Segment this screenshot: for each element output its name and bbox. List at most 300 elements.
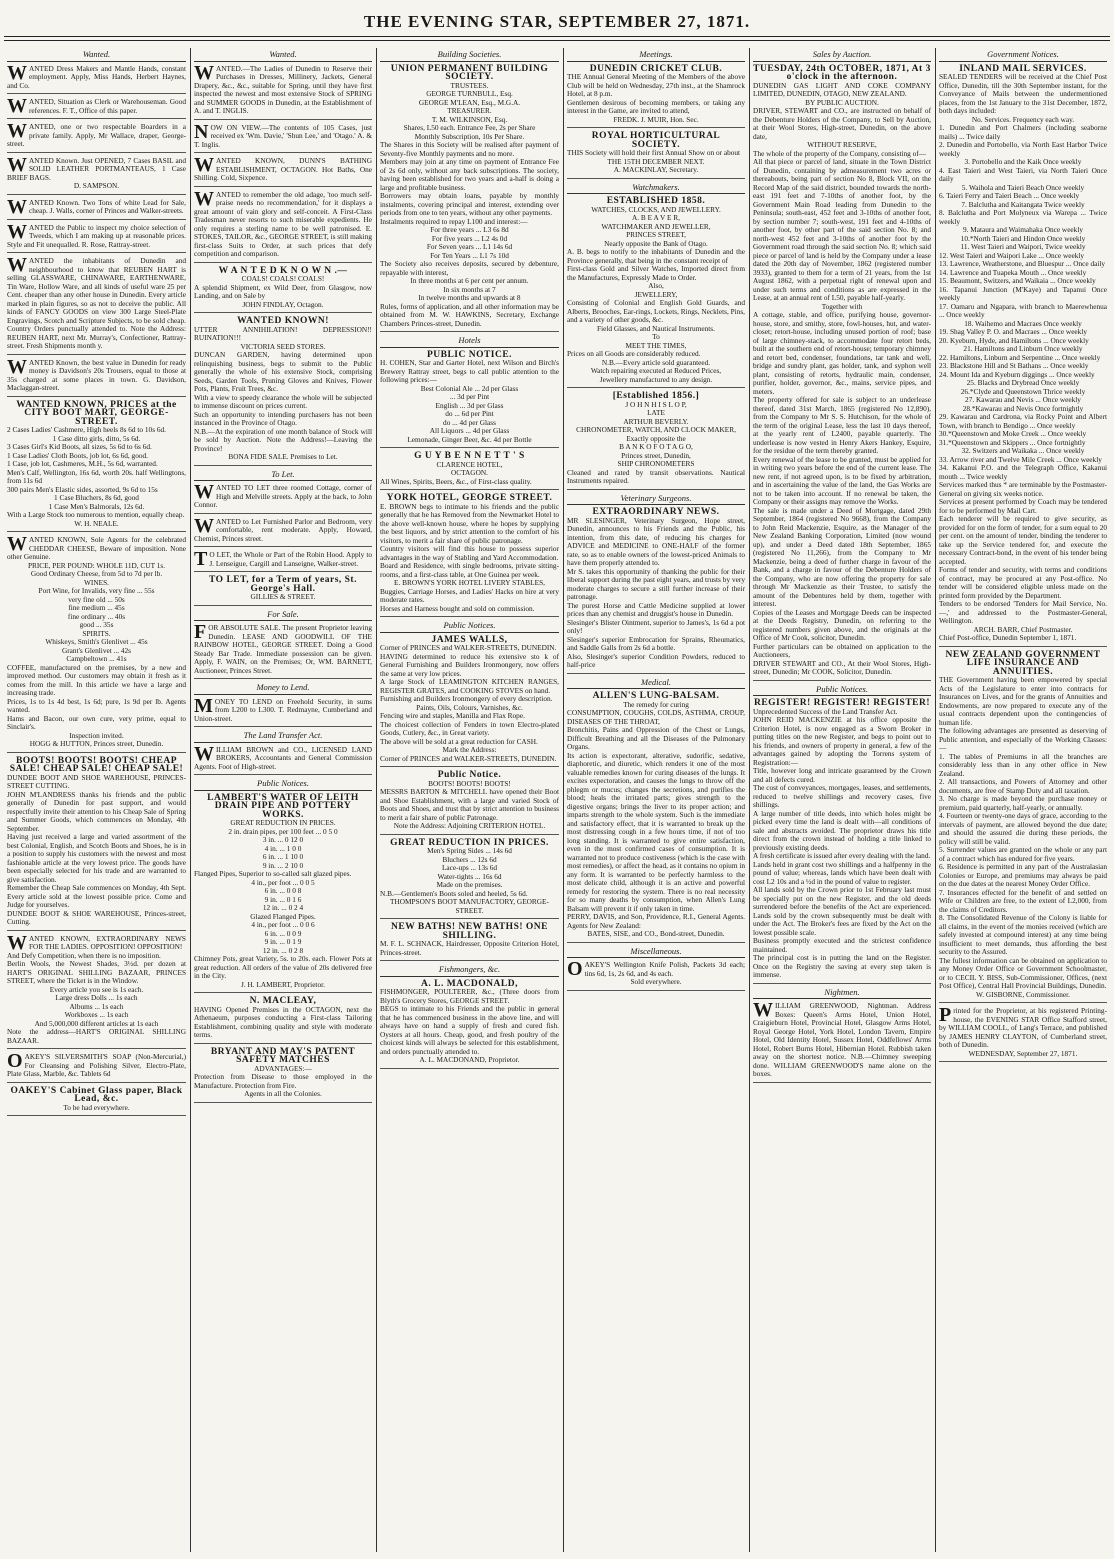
section-header: Wanted. xyxy=(7,50,186,62)
ad-text: 10.*North Taieri and Hindon Once weekly xyxy=(960,233,1086,243)
advertisement xyxy=(194,576,372,606)
advertisement xyxy=(567,692,745,943)
ad-text: With a view to speedy clearance the whole will be subjected to immense discount on prices current. xyxy=(194,392,372,410)
ad-text: Members may join at any time on payment of Entrance Fee of 2s 6d only, without any back subscriptions. The society, having been established for two years and a-half is doing a large and profitable business. xyxy=(380,157,559,192)
ad-text: Made on the premises. xyxy=(436,880,503,889)
advertisement xyxy=(380,65,559,333)
ad-heading: WILLIAM BROWN and CO., LICENSED LAND BROKERS, Accountants and General Commission Agents. Foot of High-street. xyxy=(194,742,372,771)
ad-text: Fencing wire and staples, Manilla and Flax Rope. xyxy=(380,711,525,720)
advertisement xyxy=(194,317,372,466)
advertisement xyxy=(194,514,372,548)
ad-text: Lemonade, Ginger Beer, &c. 4d per Bottle xyxy=(407,434,532,444)
ad-heading: ESTABLISHED 1858. xyxy=(606,196,706,206)
ad-text: Large dress Dolls ... 1s each xyxy=(55,993,138,1002)
ad-text: D. SAMPSON. xyxy=(73,181,120,190)
ad-heading: OAKEY'S SILVERSMITH'S SOAP (Non-Mercurial,) For Cleansing and Polishing Silver, Electro-Plate, Plate Glass, Marble, &c. Tablets 6d xyxy=(7,1050,186,1078)
advertisement xyxy=(194,61,372,120)
ad-text: Each tenderer will be required to give security, as provided for on the form of tender, for a sum equal to 20 per cent. on the amount of tender, binding the tenderer to take up the Service tendered for, and execute the necessary Contract-bond, in the event of his tender being accepted. xyxy=(939,514,1107,566)
ad-heading: OAKEY'S Wellington Knife Polish, Packets 3d each; tins 6d, 1s, 2s 6d, and 4s each. xyxy=(567,958,745,980)
section-header: Public Notices. xyxy=(753,685,931,697)
ad-heading: WANTED the Public to inspect my choice selection of Tweeds, which I am making up at reasonable prices. Style and Fit unequalled. R. Rose, Rattray-street. xyxy=(7,220,186,249)
ad-text: TRUSTEES. xyxy=(450,80,489,90)
section-header: Miscellaneous. xyxy=(567,947,745,959)
ad-heading: EXTRAORDINARY NEWS. xyxy=(592,507,720,517)
ad-text: J O H N H I S L O P, xyxy=(625,399,687,409)
section-header: Nightmen. xyxy=(753,988,931,1000)
ad-heading: A. L. MACDONALD, xyxy=(421,978,518,989)
ad-text: Such an opportunity to intending purchasers has not been instanced in the Province of Otago. xyxy=(194,409,372,427)
ad-text: very fine old ... 50s xyxy=(68,594,125,604)
ad-text: HAVING determined to reduce his extensive sto k of General Furnishing and Builders Ironmongery, now offers the same at very low prices. xyxy=(380,651,559,678)
ad-text: do ... 4d per Glass xyxy=(443,417,496,427)
ad-text: Country visitors will find this house to possess superior advantages in the way of Stabling and Yard Accommodation. xyxy=(380,544,559,562)
ad-text: The property offered for sale is subject to an underlease thereof, dated 31st March, 1865 (registered No 12,890), from the Company to Mr S. S. Hutchison, for the whole of the term of the original Lease, less the last 10 days thereof, at the yearly rent of L2400, payable quarterly. The underlease is now vested in Henry Akers Hankey, Esquire, for the residue of the term thereby granted. xyxy=(753,395,931,455)
ad-text: The Shares in this Society will be realised after payment of Seventy-five Monthly payments and no more. xyxy=(380,140,559,158)
ad-text: E. BROWN'S YORK HOTEL LIVERY STABLES, xyxy=(394,578,545,587)
ad-text: In three months at 6 per cent per annum. xyxy=(410,276,529,285)
advertisement xyxy=(753,699,931,984)
ad-text: 2. All transactions, and Powers of Attorney and other documents, are free of Stamp Duty and all taxation. xyxy=(939,777,1107,795)
ad-text: 13. Lawrence, Weatherstone, and Bluespur ... Once daily xyxy=(939,259,1106,268)
ad-text: Forms of tender and security, with terms and conditions of contract, may be procured at any Post-office. No tender will be considered eligible unless made on the printed form provided by the Department. xyxy=(939,565,1107,600)
ad-text: Unprecedented Success of the Land Transfer Act. xyxy=(753,706,898,716)
ad-text: All that piece or parcel of land, situate in the Town District of Dunedin, containing by admeasurement two acres or thereabouts, being part of section No 8, Block VII, on the Record Map of the said district, bounded towards the north-east 191 feet and 7-10ths of another foot, by the Government Main Road leading from Dunedin to the Peninsula; south-east, 452 feet and 3-10ths of another foot, by section number 7; south-west, 191 feet and 4-10ths of another foot, by other part of the said section No. 8; and north-west 452 feet and 3-10ths of another foot by the Government road through the said section No. 8; which said piece or parcel of land is held by the Company under a lease dated the 20th day of November, 1862 (registered number 3933), granted to them for a term of 21 years, from the 1st August 1862, with a perpetual right of renewal upon and under such terms and conditions as are expressed in the Lease, at an annual rent of L50, payable half-yearly. xyxy=(753,157,931,302)
ad-text: Men's Calf, Wellington, 16s 6d, worth 20s. half Wellingtons, from 11s 6d xyxy=(7,467,186,485)
ad-text: MESSRS BARTON & MITCHELL have opened their Boot and Shoe Establishment, with a large and varied Stock of Boots and Shoes, and trust that by strict attention to business to merit a fair share of public Patronage. xyxy=(380,787,559,822)
ad-text: A splendid Shipment, ex Wild Deer, from Glasgow, now Landing, and on Sale by xyxy=(194,282,372,300)
advertisement xyxy=(194,794,372,994)
ad-text: ADVANTAGES:— xyxy=(254,1063,312,1073)
advertisement xyxy=(194,997,372,1044)
ad-text: WITHOUT RESERVE, xyxy=(807,140,877,149)
ad-text: 9 in. ... 0 1 6 xyxy=(264,894,302,904)
ad-text: 2 in. drain pipes, per 100 feet ... 0 5 0 xyxy=(228,826,338,836)
ad-text: FREDK. J. MUIR, Hon. Sec. xyxy=(613,114,699,124)
ad-heading: YORK HOTEL, GEORGE STREET. xyxy=(386,493,553,503)
ad-text: Monthly Subscription, 10s Per Share. xyxy=(414,131,525,141)
ad-text: For five years ... L2 4s 0d xyxy=(431,233,508,243)
ad-text: 3. No charge is made beyond the purchase money or premium, paid quarterly, half-yearly, or annually. xyxy=(939,794,1107,812)
ad-text: A fresh certificate is issued after every dealing with the land. xyxy=(753,851,931,860)
section-header: For Sale. xyxy=(194,610,372,622)
ad-text: WINES. xyxy=(84,577,109,587)
ad-text: 32. Switzers and Waikaka ... Once weekly xyxy=(961,446,1085,455)
masthead-rule-bottom xyxy=(4,40,1110,41)
ad-heading: TO LET, for a Term of years, St. George's Hall. xyxy=(209,575,357,594)
ad-text: BEGS to intimate to his Friends and the public in general that he has commenced business in the above line, and will always have on hand a supply of fresh and cured fish. Oysters at all hours. Cheap, good, and fresh poultry of the choicest kinds will always be selected for this establishment, and orders punctually attended to. xyxy=(380,1004,559,1056)
column-5 xyxy=(750,48,934,1552)
ad-text: Mark the Address: xyxy=(442,745,497,754)
ad-text: Shares, L50 each. Entrance Fee, 2s per Share xyxy=(403,123,536,132)
ad-text: Every article you see is 1s each. xyxy=(49,984,144,994)
ad-text: And Defy Competition, when there is no imposition. xyxy=(7,950,161,960)
ad-text: Field Glasses, and Nautical Instruments. xyxy=(597,323,715,333)
ad-text: 3 in. ... 0 12 0 xyxy=(262,835,304,844)
ad-text: FISHMONGER, POULTERER, &c., (Three doors from Blyth's Grocery Stores, GEORGE STREET. xyxy=(380,987,559,1005)
ad-text: 15. Beaumont, Switzers, and Waikaia ... Once weekly xyxy=(939,276,1096,285)
advertisement xyxy=(194,621,372,679)
ad-text: 1 Case, job lot, Cashmeres, M.H., 5s 6d, warranted. xyxy=(7,459,158,468)
ad-heading: Printed for the Proprietor, at his registered Printing-house, the EVENING STAR Office Stafford street, by WILLIAM COOLL, of Lang's Terrace, and published by JAMES HENRY CLAYTON, of Cumberland street, both of Dunedin. xyxy=(939,1004,1107,1049)
masthead-rule-top xyxy=(4,36,1110,37)
ad-text: DRIVER, STEWART and CO., are instructed on behalf of the Debenture Holders of the Company, to Sell by Auction, at their Wool Stores, High-street, Dunedin, on the above date, xyxy=(753,106,931,141)
ad-text: SPIRITS. xyxy=(82,628,111,638)
section-header: Public Notices. xyxy=(194,779,372,791)
ad-text: JOHN FINDLAY, Octagon. xyxy=(242,299,324,309)
ad-text: T. M. WILKINSON, Esq. xyxy=(431,114,508,124)
ad-heading: WANTED, one or two respectable Boarders in a private family. Apply, Mr Wallace, draper, George-street. xyxy=(7,120,186,148)
ad-text: Chief Post-office, Dunedin September 1, 1871. xyxy=(939,633,1077,642)
ad-text: 2. Dunedin and Portobello, via North East Harbor Twice weekly xyxy=(939,140,1107,158)
ad-heading: WANTED KNOWN! xyxy=(237,316,329,326)
ad-text: BOOTS! BOOTS! BOOTS! xyxy=(428,778,511,788)
ad-text: 3 Cases Girl's Kid Boots, all sizes, 5s 6d to 6s 6d. xyxy=(7,442,152,451)
ad-text: Bluchers ... 12s 6d xyxy=(442,854,497,864)
advertisement xyxy=(194,154,372,187)
advertisement xyxy=(7,533,186,753)
ad-text: Rules, forms of application, and all other information may be obtained from M. W. HAWKINS, Secretary, Exchange Chambers Princes-street, Dunedin. xyxy=(380,301,559,328)
ad-text: 22. Hamiltons, Linburn and Serpentine ... Once weekly xyxy=(939,352,1101,362)
ad-text: Buggies, Carriage Horses, and Ladies' Hacks on hire at very moderate rates. xyxy=(380,586,559,604)
ad-text: The cost of conveyances, mortgages, leases, and settlements, reduced to twelve shillings and recovery cases, five shillings. xyxy=(753,783,931,809)
advertisement xyxy=(7,1050,186,1083)
ad-text: M. F. L. SCHNACK, Hairdresser, Opposite Criterion Hotel, Princes-street. xyxy=(380,939,559,957)
ad-text: GEORGE M'LEAN, Esq., M.G.A. xyxy=(418,97,521,107)
ad-text: fine medium ... 45s xyxy=(68,603,125,612)
ad-text: LATE xyxy=(647,408,665,417)
ad-text: WEDNESDAY, September 27, 1871. xyxy=(968,1048,1078,1058)
advertisement xyxy=(567,65,745,129)
ad-text: Every renewal of the lease to be granted, must be applied for in writing two years before the end of the current lease. The new rent, if not agreed upon, is to be fixed by arbitration, and in ascertaining the value of the land, the Gas Works are not to be taken into account. If no renewal be taken, the Company or their assigns may remove the Works. xyxy=(753,454,931,506)
ad-text: Protection from Disease to those employed in the Manufacture. Protection from Fire. xyxy=(194,1072,372,1090)
ad-text: Lace-ups ... 13s 6d xyxy=(441,863,498,872)
ad-text: All lands sold by the Crown prior to 1st February last must be specially put on the new Register, and the old deeds surrendered before the benefits of the Act are experienced. Lands sold by the crown subsequently must be dealt with under the Act. The Broker's fees are fixed by the Act on the lowest possible scale. xyxy=(753,885,931,937)
ad-text: In twelve months and upwards at 8 xyxy=(418,293,521,302)
ad-text: N.B.—Gentlemen's Boots soled and heeled, 5s 6d. xyxy=(380,888,528,898)
ad-text: DUNCAN GARDEN, having determined upon relinquishing business, begs to submit to the Public generally the whole of his extensive Stock, comprising Seeds, Garden Tools, Pruning Gloves and Knives, Flower Pots, Plants, Fruit Trees, &c. xyxy=(194,350,372,393)
ad-text: Workboxes ... 1s each xyxy=(64,1010,129,1019)
section-header: Veterinary Surgeons. xyxy=(567,494,745,506)
ad-text: The above will be sold at a great reduction for CASH. xyxy=(380,736,538,746)
advertisement xyxy=(7,757,186,931)
ad-heading: WANTED Known. Just OPENED, 7 Cases BASIL and SOLID LEATHER PORTMANTEAUS, 1 Case BRIEF BAGS. xyxy=(7,153,186,182)
ad-text: Its action is expectorant, alterative, sudorific, sedative, diaphoretic, and diuretic, which renders it one of the most valuable remedies known for curing diseases of the lungs. It excites expectoration, and causes the lungs to throw off the phlegm or mucus; changes the secretions, and purifies the blood; heals the irritated parts; gives strength to the digestive organs; brings the liver to its proper action; and imparts strength to the whole system. Such is the immediate and satisfactory effect, that it is warranted to break up the most distressing cough in a few hours time, if not of too long standing. It is warranted to give entire satisfaction, even in the most confirmed cases of consumption. It is warranted not to produce costiveness (which is the case with most remedies), or affect the head, as it contains no opium in any form. It is warranted to be perfectly harmless to the most delicate child, although it is an active and powerful remedy for restoring the system. There is no real necessity for so many deaths by consumption, when Allen's Lung Balsam will prevent it if only taken in time. xyxy=(567,750,745,913)
ad-text: 12. West Taieri and Waipori Lake ... Once weekly xyxy=(939,250,1085,260)
advertisement xyxy=(194,548,372,572)
ad-text: Corner of PRINCES and WALKER-STREETS, DUNEDIN. xyxy=(380,753,557,763)
ad-text: BY PUBLIC AUCTION. xyxy=(805,97,879,107)
ad-text: 16. Tapanui Junction (M'Kaye) and Tapanui Once weekly xyxy=(939,284,1107,302)
ad-heading: WANTED KNOWN, DUNN'S BATHING ESTABLISHMENT, OCTAGON. Hot Baths, One Shilling. Cold, Sixpence. xyxy=(194,154,372,182)
ad-text: MR SLESINGER, Veterinary Surgeon, Hope street, Dunedin, announces to his Friends and the Public, his intention, from this date, of reducing his charges for ADVICE and MEDICINE to ONE-HALF of the former rate, so as to enable owners of the lowest-priced Animals to have them properly attended to. xyxy=(567,515,745,567)
ad-heading: WANTED Known. Two Tons of white Lead for Sale, cheap. J. Walls, corner of Princes and Walker-streets. xyxy=(7,195,186,218)
advertisement xyxy=(7,254,186,355)
ad-text: For Ten Years ... L1 7s 10d xyxy=(430,250,509,260)
ad-text: Men's Spring Sides ... 14s 6d xyxy=(427,846,512,855)
ad-heading: INLAND MAIL SERVICES. xyxy=(959,63,1087,74)
ad-text: WATCHES, CLOCKS, AND JEWELLERY. xyxy=(591,204,721,214)
ad-heading: WANTED KNOWN, Sole Agents for the celebrated CHEDDAR CHEESE, Beware of imposition. None other Genuine. xyxy=(7,533,186,561)
ad-text: Also, xyxy=(648,281,664,290)
advertisement xyxy=(194,1048,372,1103)
ad-text: The fullest information can be obtained on application to any Money Order Office or Government Schoolmaster, or to CECIL Y. BISS, Sub-Commissioner, Offices, (next Post Office), Central Hall Provincial Buildings, Dunedin. xyxy=(939,955,1107,990)
advertisement xyxy=(7,931,186,1050)
ad-text: JOHN M'LANDRESS thanks his friends and the public generally of Dunedin for past support, and would respectfully invite their attention to his Cheap Sale of Spring and Summer Goods, which commences on Monday, 4th September. xyxy=(7,789,186,833)
ad-text: For Seven years ... L1 14s 6d xyxy=(426,242,513,251)
ad-text: Title, however long and intricate guaranteed by the Crown and all defects cured. xyxy=(753,766,931,784)
ad-text: 4 in., per foot ... 0 0 6 xyxy=(251,920,315,929)
ad-text: Albums ... 1s each xyxy=(69,1001,124,1011)
advertisement xyxy=(7,220,186,254)
ad-text: GILLIES & STREET. xyxy=(250,592,316,601)
section-header: Meetings. xyxy=(567,50,745,62)
ad-text: GEORGE TURNBULL, Esq. xyxy=(426,89,513,98)
ad-text: GREAT REDUCTION IN PRICES. xyxy=(230,818,336,827)
ad-heading: WANTED to remember the old adage, 'too much self-praise needs no recommendation,' for it displays a great amount of vain glory and self-conceit. A First-Class Tradesman never resorts to such miserable expedients. He only requires a sterling name to be well patronised. E. STOKES, TAILOR, &c., GEORGE STREET, is still making first-class Suits to Order, at such prices that defy competition and comparison. xyxy=(194,187,372,258)
ad-text: N.B.—At the expiration of one month balance of Stock will be sold by Auction. Note the Address!—Leaving the Province! xyxy=(194,426,372,453)
ad-text: Campbeltown ... 41s xyxy=(66,654,127,663)
section-header: Watchmakers. xyxy=(567,183,745,195)
ad-text: All Liquors ... 4d per Glass xyxy=(429,426,510,435)
ad-text: VICTORIA SEED STORES. xyxy=(240,341,326,351)
section-header: Building Societies. xyxy=(380,50,559,62)
ad-text: A large number of title deeds, into which holes might be picked every time the land is dealt with—all conditions of sale and abstracts avoided. The proprietor draws his title direct from the crown instead of holding a title linked to previously existing deeds. xyxy=(753,808,931,852)
ad-text: 34. Kakanui P.O. and the Telegraph Office, Kakanui mouth ... Twice weekly xyxy=(939,463,1107,481)
ad-text: THOMPSON'S BOOT MANUFACTORY, GEORGE-STREET. xyxy=(390,897,549,915)
ad-heading: ROYAL HORTICULTURAL SOCIETY. xyxy=(591,131,721,150)
advertisement xyxy=(567,958,745,991)
ad-heading: WANTED TO LET three roomed Cottage, corner of High and Melville streets. Apply at the back, to John Connor. xyxy=(194,481,372,509)
ad-text: 12 in. ... 0 2 4 xyxy=(262,903,304,912)
ad-heading: N. MACLEAY, xyxy=(249,996,317,1006)
ad-text: The sale is made under a Deed of Mortgage, dated 29th September, 1864 (registered No 9668), from the Company to John Reid Mackenzie, Esquire, as the Manager of the New Zealand Banking Corporation, Limited (now wound up), and under a Deed dated 18th September, 1865 (registered No 11,266), from the Company to Mr Mackenzie, being a deed of further charge in favour of the Bank, and a charge in favour of the Debenture Holders of the Company, who are now offering the property for sale through Mr Mackenzie as their Trustee, to satisfy the amount of the Debentures held by them, together with interest. xyxy=(753,505,931,608)
ad-text: 1 Case Men's Balmorals, 12s 6d. xyxy=(48,501,145,511)
ad-text: In six months at 7 xyxy=(443,284,496,294)
ad-text: E. BROWN begs to intimate to his friends and the public generally that he has Removed from the Newmarket Hotel to the above well-known house, where he hopes by supplying the best liquors, and by strict attention to the comfort of his visitors, to merit a fair share of public patronage. xyxy=(380,501,559,545)
ad-text: Sold everywhere. xyxy=(630,977,682,986)
ad-text: 28.*Kawarau and Nevis Once fortnightly xyxy=(962,403,1084,413)
ad-text: 21. Hamiltons and Linburn Once weekly xyxy=(963,344,1083,353)
ad-heading: [Established 1856.] xyxy=(612,391,700,401)
ad-text: Nearly opposite the Bank of Otago. xyxy=(604,238,708,248)
advertisement xyxy=(380,494,559,617)
section-header: Wanted. xyxy=(194,50,372,62)
advertisement xyxy=(380,771,559,835)
ad-text: Cleaned and rated by transit observations. Nautical Instruments repaired. xyxy=(567,467,745,485)
masthead: THE EVENING STAR, SEPTEMBER 27, 1871. xyxy=(363,12,751,31)
advertisement xyxy=(380,452,559,490)
ad-heading: NEW ZEALAND GOVERNMENT LIFE INSURANCE AND ANNUITIES. xyxy=(945,649,1101,677)
ad-text: 7. Balclutha and Kaitangata Twice weekly xyxy=(961,199,1085,209)
ad-text: The Society also receives deposits, secured by debenture, repayable with interest, xyxy=(380,259,559,277)
ad-text: 6 in. ... 0 0 8 xyxy=(264,886,302,895)
section-header: Fishmongers, &c. xyxy=(380,965,559,977)
ad-text: 6 in. ... 0 0 9 xyxy=(264,928,302,938)
advertisement xyxy=(7,61,186,95)
ad-text: 26.*Clyde and Queenstown Thrice weekly xyxy=(960,386,1086,396)
ad-text: First-class Gold and Silver Watches, Imported direct from the Manufactures, Expressly Made to Order. xyxy=(567,264,745,282)
ad-text: ... 3d per Pint xyxy=(449,392,490,401)
ad-text: Agents in all the Colonies. xyxy=(244,1089,322,1098)
ad-text: THE Annual General Meeting of the Members of the above Club will be held on Wednesday, 27th inst., at the Shamrock Hotel, at 8 p.m. xyxy=(567,72,745,98)
ad-text: A. MACKINLAY, Secretary. xyxy=(613,165,699,174)
ad-text: Instalments required to repay L100 and interest:— xyxy=(380,216,528,226)
ad-text: 20. Kyeburn, Hyde, and Hamiltons ... Once weekly xyxy=(939,335,1089,345)
ad-text: The remedy for curing xyxy=(623,699,689,709)
ad-text: Prices, 1s to 1s 4d best, 1s 6d; pure, 1s 9d per lb. Agents wanted. xyxy=(7,696,186,714)
ad-text: 300 pairs Men's Elastic sides, assorted, 9s 6d to 15s xyxy=(7,484,158,494)
ad-text: Best Colonial Ale ... 2d per Glass xyxy=(420,383,519,393)
ad-heading: OAKEY'S Cabinet Glass paper, Black Lead, &c. xyxy=(10,1085,183,1104)
ad-text: Corner of PRINCES and WALKER-STREETS, DUNEDIN. xyxy=(380,643,557,652)
ad-text: THE 15TH DECEMBER NEXT. xyxy=(607,156,705,166)
ad-text: Exactly opposite the xyxy=(626,433,686,443)
ad-text: do ... 6d per Pint xyxy=(445,409,494,418)
ad-text: Copies of the Leases and Mortgage Deeds can be inspected at the Deeds Registry, Dunedin, on referring to the registered numbers given above, and the originals at the Office of Mr Cook, solicitor, Dunedin. xyxy=(753,607,931,642)
advertisement xyxy=(380,839,559,920)
advertisement xyxy=(7,120,186,153)
ad-text: MEET THE TIMES, xyxy=(625,340,687,350)
ad-heading: Public Notice. xyxy=(437,770,502,780)
column-3 xyxy=(377,48,562,1552)
ad-text: A. L. MACDONAND, Proprietor. xyxy=(419,1055,520,1064)
ad-text: DUNEDIN GAS LIGHT AND COKE COMPANY LIMITED, DUNEDIN, OTAGO, NEW ZEALAND. xyxy=(753,80,931,98)
section-header: Medical. xyxy=(567,678,745,690)
column-6 xyxy=(936,48,1110,1552)
ad-text: 31.*Queenstown and Skippers ... Once fortnightly xyxy=(939,437,1086,447)
ad-text: Horses and Harness bought and sold on commission. xyxy=(380,603,535,613)
ad-text: HAVING Opened Premises in the OCTAGON, next the Athenaeum, purposes conducting a First-class Tailoring Establishment, combining quality and style with moderate terms. xyxy=(194,1004,372,1039)
ad-text: Slesinger's superior Embrocation for Sprains, Rheumatics, and Saddle Galls from 2s 6d a bottle. xyxy=(567,634,745,652)
ad-text: To xyxy=(652,332,660,341)
ad-text: 8. The Consolidated Revenue of the Colony is liable for all claims, in the event of the monies received (which are safely invested at compound interest) at any time being insufficient to meet demands, thus affording the best security to the Assured. xyxy=(939,913,1107,956)
ad-text: PRICE, PER POUND: WHOLE 11D, CUT 1s. xyxy=(27,560,166,570)
ad-text: DUNDEE BOOT & SHOE WAREHOUSE, Princes-street, Cutting. xyxy=(7,908,186,926)
ad-text: A. B E A V E R, xyxy=(632,213,680,222)
ad-text: H. COHEN, Star and Garter Hotel, next Wilson and Birch's Brewery Rattray street, begs to call public attention to the following prices:— xyxy=(380,358,559,384)
ad-text: Services marked thus * are terminable by the Postmaster-General on giving six weeks notice. xyxy=(939,480,1107,498)
ad-text: fine ordinary ... 40s xyxy=(67,611,126,621)
advertisement xyxy=(567,132,745,179)
ad-heading: BRYANT AND MAY'S PATENT SAFETY MATCHES xyxy=(210,1046,356,1065)
advertisement xyxy=(7,195,186,220)
ad-text: 11. West Taieri and Waipori, Twice weekly xyxy=(960,242,1086,251)
ad-text: 24. Mount Ida and Kyeburn diggings ... Once weekly xyxy=(939,369,1095,379)
ad-text: 6. Residence is permitted in any part of the Australasian Colonies or Europe, and premiums may always be paid on the due dates at the nearest Money Order Office. xyxy=(939,862,1107,888)
ad-text: Also, Slesinger's superior Condition Powders, reduced to half-price xyxy=(567,651,745,669)
advertisement xyxy=(380,351,559,449)
ad-text: Gentlemen desirous of becoming members, or taking any interest in the Game, are invited to attend, xyxy=(567,97,745,115)
ad-heading: NOW ON VIEW.—The contents of 105 Cases, just received ex 'Wm. Davie,' 'Shun Lee,' and 'Otago.' A. & T. Inglis. xyxy=(194,120,372,149)
ad-text: 23. Blackstone Hill and St Bathans ... Once weekly xyxy=(939,361,1089,370)
ad-text: Further particulars can be obtained on application to the Auctioneers, xyxy=(753,641,931,659)
column-4 xyxy=(564,48,748,1552)
ad-heading: WANTED Known, the best value in Dunedin for ready money is Davidson's 20s Trousers, equal to those at 35s charged at some places in town. G. Davidson, Maclaggan-street. xyxy=(7,355,186,392)
ad-text: Business promptly executed and the strictest confidence maintained. xyxy=(753,936,931,954)
ad-text: Princes street, Dunedin, xyxy=(621,450,691,460)
ad-heading: DUNEDIN CRICKET CLUB. xyxy=(589,63,723,74)
advertisement xyxy=(194,694,372,728)
ad-text: The purest Horse and Cattle Medicine supplied at lower prices than any chemist and druggist's house in Dunedin. xyxy=(567,600,745,618)
ad-text: 14. Lawrence and Tuapeka Mouth ... Once weekly xyxy=(939,267,1087,277)
ad-heading: GREAT REDUCTION IN PRICES. xyxy=(390,837,549,848)
ad-text: No. Services. Frequency each way. xyxy=(971,114,1075,124)
ad-text: The principal cost is in putting the land on the Register. Once on the Registry the saving at every step taken is immense. xyxy=(753,953,931,979)
ad-text: 19. Shag Valley P. O. and Macraes ... Once weekly xyxy=(939,327,1087,336)
ad-text: good ... 35s xyxy=(79,620,114,629)
ad-text: CHRONOMETER, WATCH, AND CLOCK MAKER, xyxy=(576,425,736,434)
ad-text: 30.*Queenstown and Moke Creek ... Once weekly xyxy=(939,429,1087,438)
ad-text: J. H. LAMBERT, Proprietor. xyxy=(241,979,325,989)
ad-text: Prices on all Goods are considerably reduced. xyxy=(567,349,701,358)
ad-text: 7. Insurances effected for the benefit of and settled on Wife or Children are free, to the extent of L2,000, from the claims of Creditors. xyxy=(939,887,1107,914)
ad-text: Note the address—HART'S ORIGINAL SHILLING BAZAAR. xyxy=(7,1027,186,1045)
ad-text: N.B.—Every article sold guaranteed. xyxy=(601,357,711,367)
ad-heading: UNION PERMANENT BUILDING SOCIETY. xyxy=(390,63,549,82)
ad-text: Inspection invited. xyxy=(69,730,124,740)
ad-heading: JAMES WALLS, xyxy=(431,634,508,645)
ad-text: Chimney Pots, great Variety, 5s. to 20s. each. Flower Pots at great reduction. All orders of the value of 20s delivered free in the City. xyxy=(194,954,372,980)
ad-text: 17. Oamaru and Ngapara, with branch to Maerewhenua ... Once weekly xyxy=(939,301,1107,319)
ad-text: The choicest collection of Fenders in town Electro-plated Goods, Cutlery, &c., in Great variety. xyxy=(380,719,559,737)
ad-text: 2 Cases Ladies' Cashmere, High heels 8s 6d to 10s 6d. xyxy=(7,425,166,434)
advertisement xyxy=(194,120,372,154)
ad-heading: WANTED KNOWN, PRICES at the CITY BOOT MART, GEORGE-STREET. xyxy=(16,399,177,427)
ad-text: THIS Society will hold their first Annual Show on or about xyxy=(567,148,741,157)
ad-heading: G U Y B E N N E T T ' S xyxy=(414,451,525,461)
ad-text: COFFEE, manufactured on the premises, by a new and improved method. Our customers may obtain it fresh as it comes from the mill. In this article we have a large and increasing trade. xyxy=(7,662,186,697)
ad-heading: PUBLIC NOTICE. xyxy=(426,349,513,360)
ad-text: 4. Fourteen or twenty-one days of grace, according to the intervals of payment, are allowed beyond the due date; and should the assured die during these periods, the policy will still be valid. xyxy=(939,811,1107,846)
ad-text: 18. Waihemo and Macraes Once weekly xyxy=(964,318,1082,328)
ad-text: Borrowers may obtain loans, payable by monthly instalments, covering principal and interest, extending over periods from one to ten years, without any other payments. xyxy=(380,191,559,217)
section-header: To Let. xyxy=(194,470,372,482)
ad-text: PRINCES STREET, xyxy=(626,230,686,239)
ad-text: HOGG & HUTTON, Princes street, Dunedin. xyxy=(29,739,164,748)
advertisement xyxy=(939,65,1107,647)
ad-heading: WANTED KNOWN, EXTRAORDINARY NEWS FOR THE LADIES. OPPOSITION! OPPOSITION! xyxy=(7,931,186,954)
ad-text: 1. The tables of Premiums in all the branches are considerably less than in any other office in New Zealand. xyxy=(939,751,1107,778)
ad-text: CLARENCE HOTEL, xyxy=(436,459,503,469)
ad-heading: W A N T E D K N O W N .— xyxy=(218,265,348,276)
ad-text: JOHN REID MACKENZIE at his office opposite the Criterion Hotel, is now engaged as a Sworn Broker in putting titles on the new Register, and begs to point out to his friends, and owners of property in general, a few of the advantages gained by adopting the Torrens system of Registration:— xyxy=(753,715,931,767)
ad-heading: FOR ABSOLUTE SALE. The present Proprietor leaving Dunedin. LEASE AND GOODWILL OF THE RAINBOW HOTEL, GEORGE STREET. Doing a Good Steady Bar Trade. Immediate possession can be given. Apply, F. WAIN, on the Premises; Or, WM. BARNETT, Auctioneer, Princes Street. xyxy=(194,621,372,675)
ad-text: Good Ordinary Cheese, from 5d to 7d per lb. xyxy=(30,569,163,578)
ad-text: Bronchitis, Pains and Oppression of the Chest or Lungs, Difficult Breathing and all the Diseases of the Pulmonary Organs. xyxy=(567,725,745,751)
ad-text: 12 in. ... 0 2 8 xyxy=(262,945,304,955)
advertisement xyxy=(7,95,186,119)
section-header: Public Notices. xyxy=(380,621,559,633)
ad-text: SEALED TENDERS will be received at the Chief Post Office, Dunedin, till the 30th September instant, for the Conveyance of Mails between the undermentioned places, from the 1st January to the 31st December, 1872, both days included: xyxy=(939,72,1107,115)
section-header: Sales by Auction. xyxy=(753,50,931,62)
ad-text: CONSUMPTION, COUGHS, COLDS, ASTHMA, CROUP, DISEASES OF THE THROAT, xyxy=(567,708,745,726)
ad-heading: WANTED, Situation as Clerk or Warehouseman. Good references. F. T., Office of this paper. xyxy=(7,95,186,117)
ad-text: 9 in. ... 2 10 0 xyxy=(262,860,304,870)
ad-text: To be had everywhere. xyxy=(63,1102,130,1112)
ad-heading: MONEY TO LEND on Freehold Security, in sums from L200 to L300. T. Redmayne, Cumberland and Union-street. xyxy=(194,694,372,723)
ad-text: B A N K O F O T A G O, xyxy=(619,442,693,451)
ad-text: Glazed Flanged Pipes. xyxy=(250,911,316,921)
ad-text: Board and Residence, with single bedrooms, private sitting-rooms, and a first-class table, at One Guinea per week. xyxy=(380,561,559,579)
ad-text: DUNDEE BOOT AND SHOE WAREHOUSE, PRINCES-STREET CUTTING. xyxy=(7,772,186,790)
ad-text: Mr S. takes this opportunity of thanking the public for their liberal support during the past eight years, and trusts by very moderate charges to secure a still further increase of their patronage. xyxy=(567,566,745,601)
ad-text: 25. Blacks and Drybread Once weekly xyxy=(966,378,1080,387)
ad-heading: WANTED.—The Ladies of Dunedin to Reserve their Purchases in Dresses, Millinery, Jackets, General Drapery, &c., &c., suitable for Spring, until they have first inspected the newest and most extensive Stock of SPRING and SUMMER GOODS in Dunedin, at the Establishment of A. and T. INGLIS. xyxy=(194,61,372,115)
ad-text: Watch repairing executed at Reduced Prices, xyxy=(590,366,722,375)
column-1 xyxy=(4,48,189,1552)
ad-text: DRIVER STEWART and CO., At their Wool Stores, High-street, Dunedin; Mr COOK, Solicitor, Dunedin. xyxy=(753,658,931,676)
ad-text: Paints, Oils, Colours, Varnishes, &c. xyxy=(416,702,523,712)
